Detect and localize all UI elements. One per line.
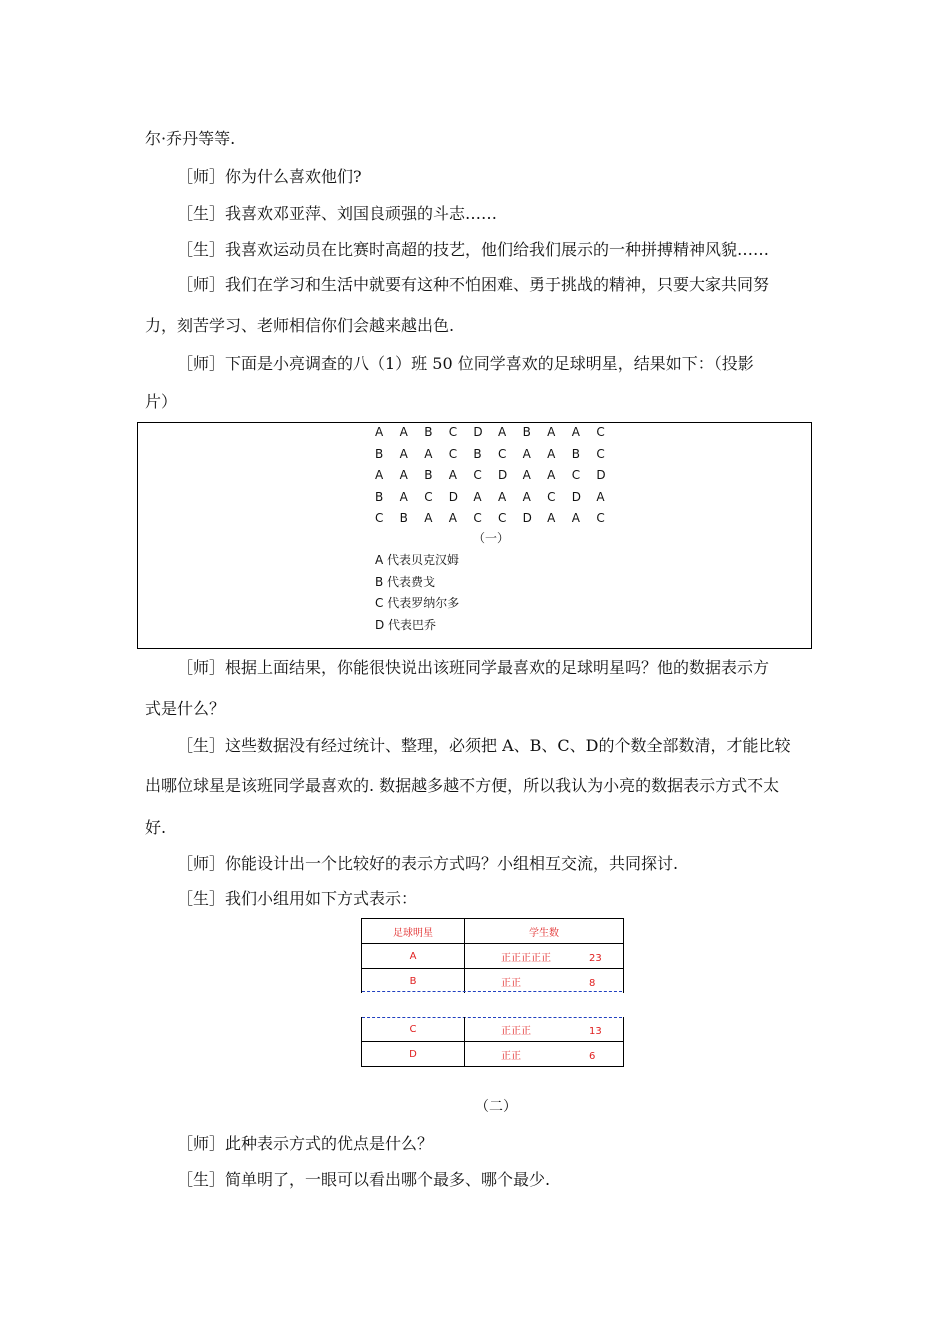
grid-cell: D xyxy=(571,489,581,504)
grid-cell: A xyxy=(399,446,408,461)
figure-caption: （二） xyxy=(475,1099,517,1115)
star-cell: D xyxy=(362,1042,465,1067)
figure-caption: （一） xyxy=(473,531,510,545)
grid-cell: D xyxy=(448,489,459,504)
grid-row xyxy=(375,447,621,469)
grid-cell: A xyxy=(424,446,433,461)
legend-item: D 代表巴乔 xyxy=(375,617,437,632)
grid-cell: A xyxy=(547,425,556,439)
dialogue-line-cont: 力，刻苦学习、老师相信你们会越来越出色. xyxy=(145,316,455,335)
tally-marks: 正正 xyxy=(501,1050,521,1062)
tally-cell xyxy=(465,1042,624,1067)
legend-item: B 代表费戈 xyxy=(375,574,436,589)
tally-cell xyxy=(465,969,624,994)
grid-row xyxy=(375,425,621,447)
grid-cell: C xyxy=(596,511,605,526)
tear-line-top xyxy=(362,991,622,992)
legend-item: A 代表贝克汉姆 xyxy=(375,553,460,567)
table-row xyxy=(362,1042,624,1067)
grid-cell: B xyxy=(473,446,482,461)
dialogue-line: ［生］简单明了，一眼可以看出哪个最多、哪个最少. xyxy=(177,1170,551,1189)
dialogue-line: ［生］我喜欢运动员在比赛时高超的技艺，他们给我们展示的一种拼搏精神风貌…… xyxy=(177,240,770,259)
count-value: 13 xyxy=(589,1025,602,1037)
tally-marks: 正正 xyxy=(501,977,521,989)
tally-table-bottom xyxy=(361,1017,624,1067)
dialogue-line: ［师］你为什么喜欢他们? xyxy=(177,167,362,186)
figure-legend xyxy=(375,551,459,637)
grid-cell: A xyxy=(571,511,580,526)
table-row xyxy=(362,1017,624,1042)
grid-cell: A xyxy=(596,489,605,504)
grid-cell: D xyxy=(473,425,483,439)
grid-cell: B xyxy=(375,489,384,504)
header-count: 学生数 xyxy=(465,919,624,944)
dialogue-line: ［生］这些数据没有经过统计、整理，必须把 A、B、C、D的个数全部数清，才能比较 xyxy=(177,736,791,755)
grid-cell: A xyxy=(424,511,433,526)
grid-cell: A xyxy=(547,511,556,526)
grid-cell: D xyxy=(497,468,508,483)
grid-cell: C xyxy=(424,489,433,504)
grid-cell: A xyxy=(497,489,507,504)
dialogue-line: ［师］此种表示方式的优点是什么？ xyxy=(177,1134,434,1153)
dialogue-line: ［师］我们在学习和生活中就要有这种不怕困难、勇于挑战的精神，只要大家共同努 xyxy=(177,275,770,294)
legend-item: C 代表罗纳尔多 xyxy=(375,596,460,611)
grid-cell: C xyxy=(473,511,482,526)
count-value: 8 xyxy=(589,977,596,989)
survey-letter-grid xyxy=(375,425,621,533)
grid-cell: A xyxy=(522,468,531,483)
table-header-row xyxy=(362,919,624,944)
tally-table-top xyxy=(361,918,624,993)
dialogue-line-cont: 出哪位球星是该班同学最喜欢的. 数据越多越不方便，所以我认为小亮的数据表示方式不太 xyxy=(145,776,780,795)
grid-cell: A xyxy=(375,425,384,439)
tally-marks: 正正正 xyxy=(501,1025,531,1037)
grid-cell: C xyxy=(448,425,458,439)
grid-cell: A xyxy=(497,425,507,439)
table-row xyxy=(362,944,624,969)
grid-cell: C xyxy=(596,425,605,439)
grid-cell: A xyxy=(399,425,408,439)
grid-cell: A xyxy=(399,489,408,504)
grid-cell: C xyxy=(497,511,507,526)
grid-cell: A xyxy=(399,468,408,483)
grid-cell: B xyxy=(424,425,433,439)
grid-cell: C xyxy=(571,468,581,483)
grid-cell: A xyxy=(375,468,384,483)
dialogue-line: ［生］我喜欢邓亚萍、刘国良顽强的斗志…… xyxy=(177,204,498,223)
grid-cell: A xyxy=(522,446,531,461)
grid-cell: D xyxy=(596,468,606,483)
grid-cell: A xyxy=(522,489,531,504)
grid-cell: A xyxy=(448,511,457,526)
dialogue-line: ［师］你能设计出一个比较好的表示方式吗？小组相互交流，共同探讨. xyxy=(177,854,679,873)
star-cell: B xyxy=(362,969,465,994)
grid-cell: B xyxy=(399,511,408,526)
dialogue-line-cont: 式是什么？ xyxy=(145,699,226,718)
grid-cell: B xyxy=(522,425,531,439)
dialogue-line: ［生］我们小组用如下方式表示： xyxy=(177,889,418,908)
grid-cell: C xyxy=(448,446,458,461)
dialogue-line: ［师］下面是小亮调查的八（1）班 50 位同学喜欢的足球明星，结果如下：（投影 xyxy=(177,354,754,373)
grid-cell: A xyxy=(571,425,580,439)
grid-cell: C xyxy=(497,446,507,461)
grid-cell: C xyxy=(375,511,384,526)
grid-cell: A xyxy=(473,489,482,504)
star-cell: C xyxy=(362,1017,465,1042)
grid-cell: A xyxy=(448,468,457,483)
grid-cell: B xyxy=(424,468,433,483)
grid-cell: C xyxy=(547,489,556,504)
table-row xyxy=(362,969,624,994)
dialogue-line: ［师］根据上面结果，你能很快说出该班同学最喜欢的足球明星吗？他的数据表示方 xyxy=(177,658,770,677)
paragraph-continuation: 尔·乔丹等等. xyxy=(145,129,236,148)
header-star: 足球明星 xyxy=(362,919,465,944)
tally-cell xyxy=(465,1017,624,1042)
tally-marks: 正正正正正 xyxy=(501,952,551,964)
dialogue-line-cont: 片） xyxy=(145,392,178,411)
grid-cell: B xyxy=(375,446,384,461)
grid-cell: A xyxy=(547,468,556,483)
count-value: 23 xyxy=(589,952,602,964)
grid-row xyxy=(375,468,621,490)
grid-cell: A xyxy=(547,446,556,461)
grid-row xyxy=(375,490,621,512)
grid-cell: C xyxy=(596,446,605,461)
grid-cell: B xyxy=(571,446,580,461)
survey-results-figure xyxy=(137,422,812,649)
tally-cell xyxy=(465,944,624,969)
grid-cell: C xyxy=(473,468,482,483)
count-value: 6 xyxy=(589,1050,596,1062)
grid-cell: D xyxy=(522,511,532,526)
star-cell: A xyxy=(362,944,465,969)
dialogue-line-cont: 好. xyxy=(145,818,167,837)
